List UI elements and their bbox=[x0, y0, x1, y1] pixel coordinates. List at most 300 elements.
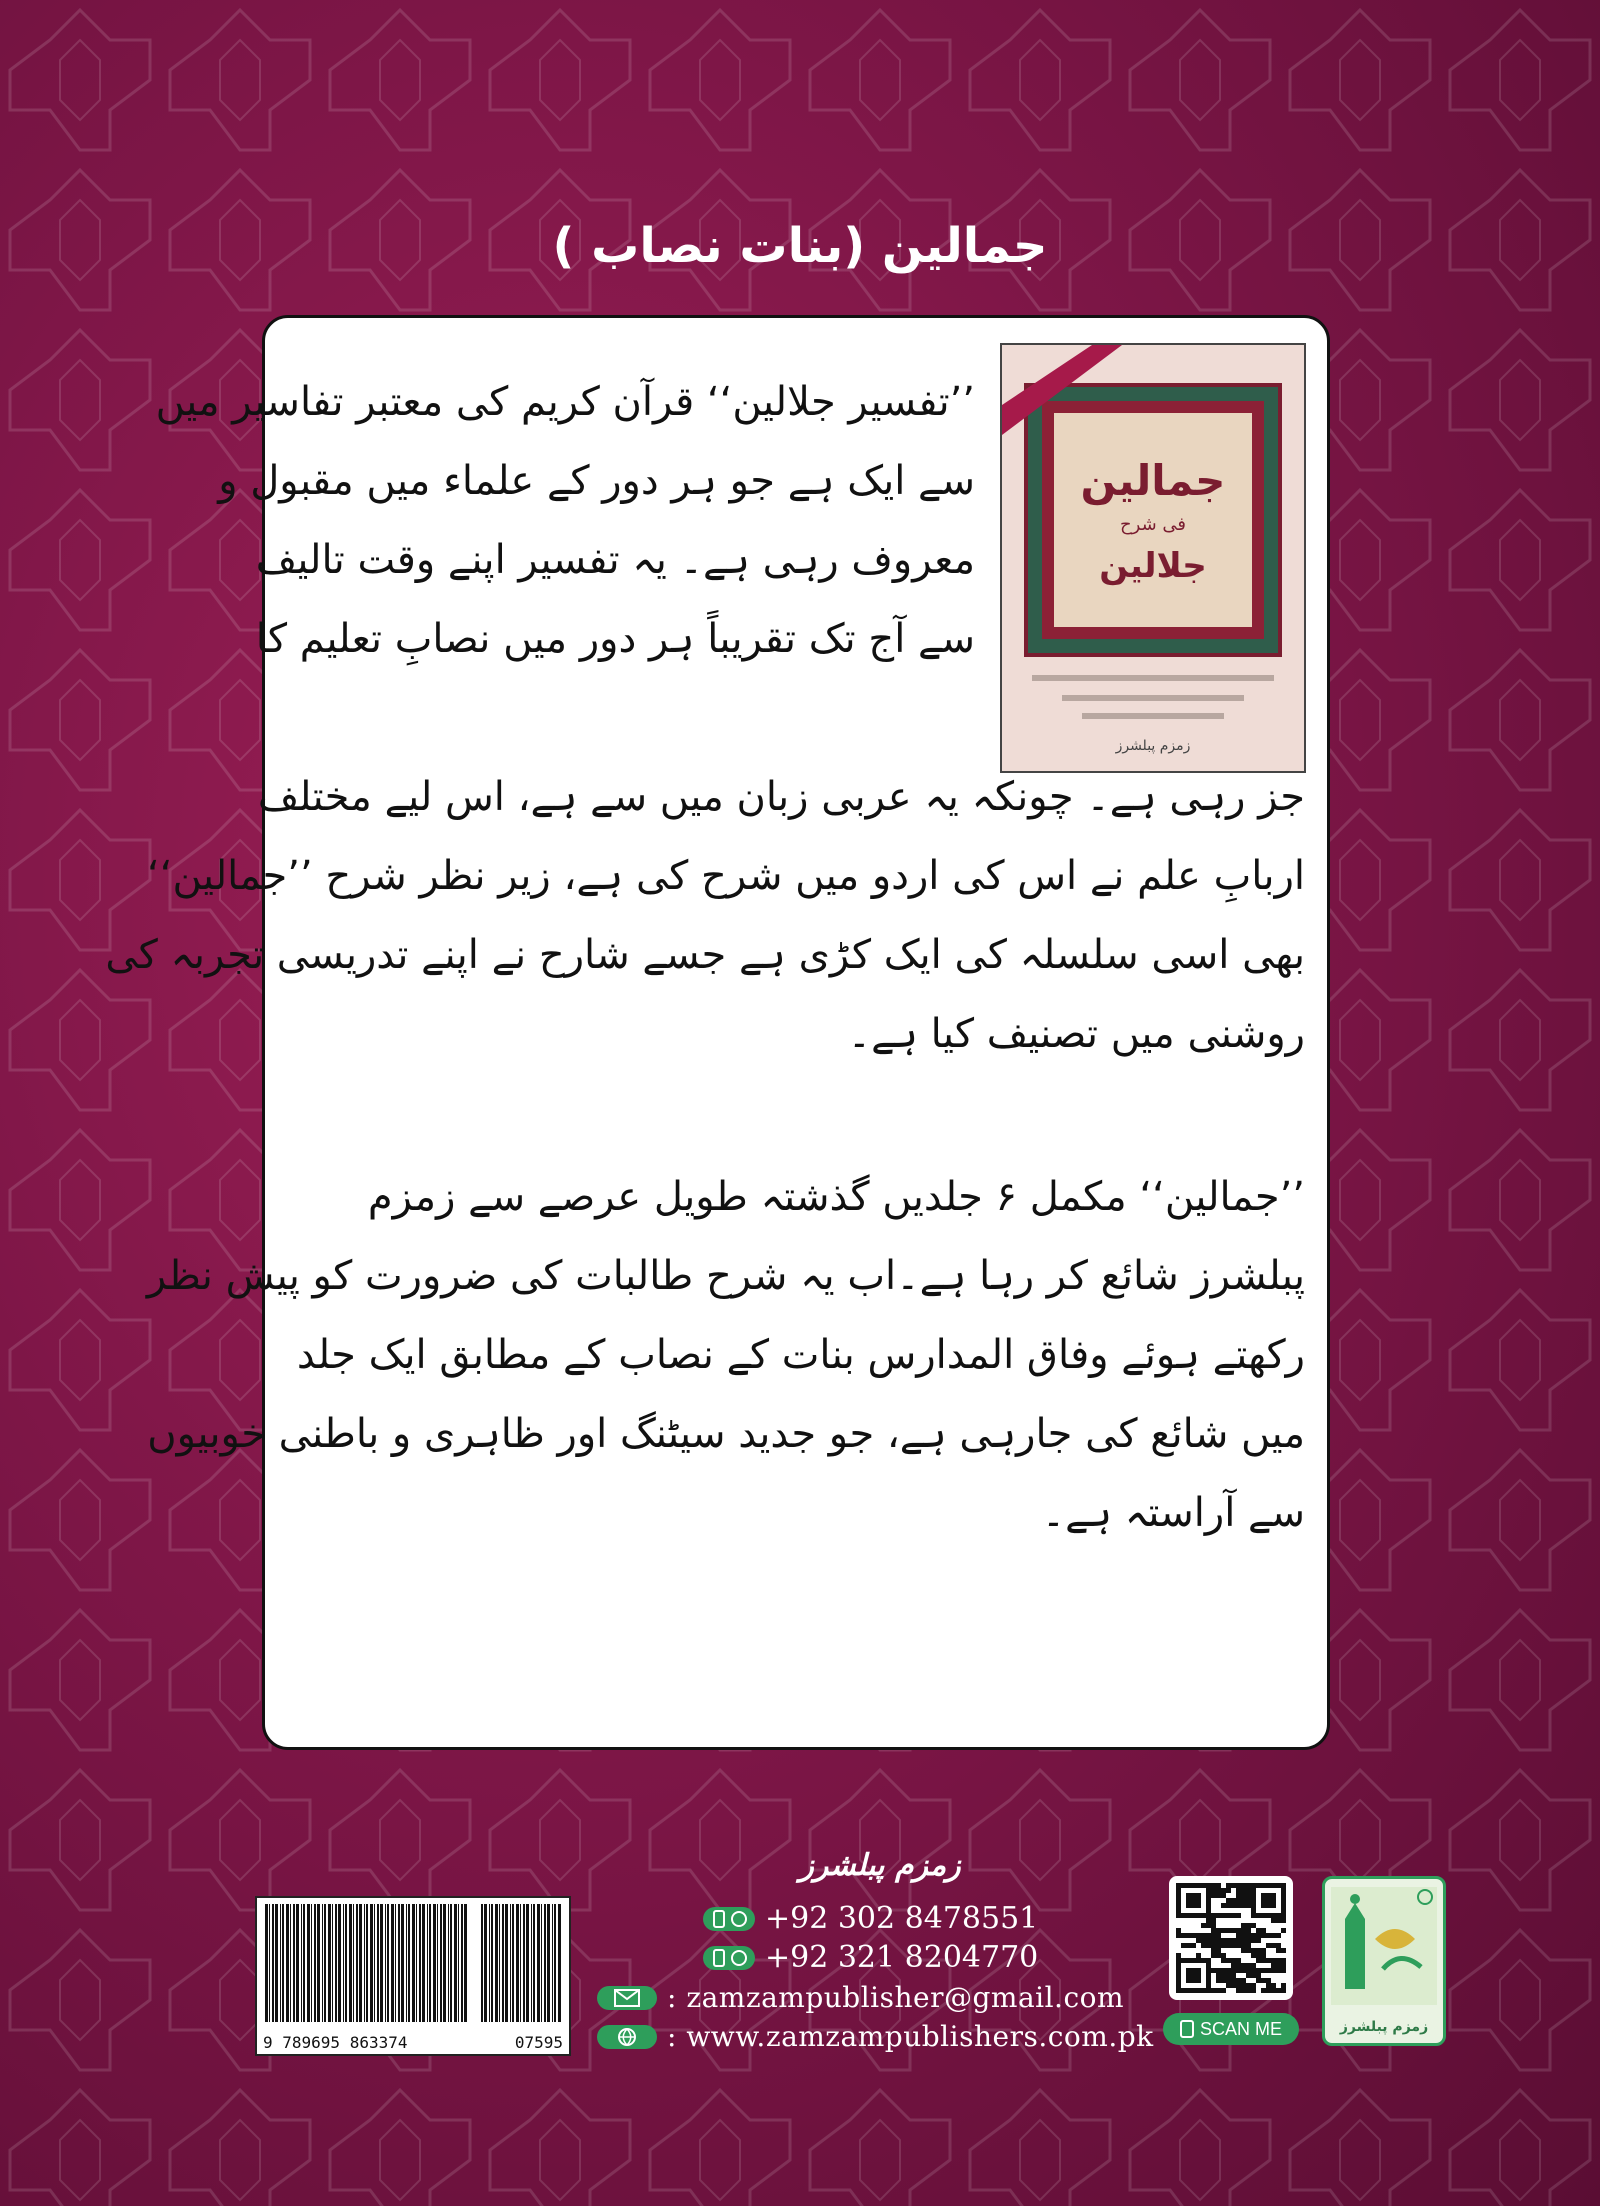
qr-module bbox=[1241, 1898, 1246, 1903]
qr-module bbox=[1176, 1893, 1181, 1898]
qr-module bbox=[1276, 1948, 1281, 1953]
qr-module bbox=[1281, 1958, 1286, 1963]
whatsapp-icon bbox=[730, 1949, 748, 1967]
barcode-bar bbox=[343, 1904, 344, 2022]
barcode-bar bbox=[332, 1904, 333, 2022]
barcode-number-right: 07595 bbox=[514, 2033, 563, 2052]
qr-module bbox=[1201, 1913, 1206, 1918]
barcode-bar bbox=[510, 1904, 511, 2022]
contact-phone-1[interactable] bbox=[703, 1901, 1038, 1936]
barcode-bar bbox=[265, 1904, 268, 2022]
globe-icon bbox=[597, 2025, 657, 2049]
qr-module bbox=[1196, 1913, 1201, 1918]
qr-module bbox=[1231, 1898, 1236, 1903]
qr-module bbox=[1231, 1938, 1236, 1943]
qr-module bbox=[1206, 1938, 1211, 1943]
qr-module bbox=[1186, 1973, 1191, 1978]
text-line: بھی اسی سلسلہ کی ایک کڑی ہے جسے شارح نے اپنے تدریسی تجربہ کی bbox=[105, 932, 1305, 978]
qr-module bbox=[1276, 1988, 1281, 1993]
qr-module bbox=[1261, 1928, 1266, 1933]
qr-module bbox=[1276, 1913, 1281, 1918]
email-address: : zamzampublisher@gmail.com bbox=[667, 1981, 1125, 2014]
qr-module bbox=[1261, 1893, 1266, 1898]
qr-module bbox=[1186, 1958, 1191, 1963]
qr-module bbox=[1206, 1888, 1211, 1893]
qr-module bbox=[1226, 1968, 1231, 1973]
barcode-bar bbox=[406, 1904, 407, 2022]
barcode-bar bbox=[275, 1904, 278, 2022]
barcode-bar bbox=[422, 1904, 425, 2022]
barcode-bar bbox=[293, 1904, 295, 2022]
barcode-bar bbox=[328, 1904, 331, 2022]
qr-module bbox=[1271, 1918, 1276, 1923]
qr-module bbox=[1191, 1913, 1196, 1918]
phone-number-2: +92 321 8204770 bbox=[765, 1940, 1039, 1975]
qr-module bbox=[1196, 1898, 1201, 1903]
qr-module bbox=[1236, 1983, 1241, 1988]
qr-module bbox=[1266, 1893, 1271, 1898]
qr-module bbox=[1236, 1933, 1241, 1938]
qr-module bbox=[1271, 1913, 1276, 1918]
qr-module bbox=[1281, 1948, 1286, 1953]
qr-module bbox=[1276, 1943, 1281, 1948]
qr-module bbox=[1191, 1933, 1196, 1938]
qr-module bbox=[1261, 1978, 1266, 1983]
barcode-bar bbox=[491, 1904, 493, 2022]
qr-module bbox=[1206, 1958, 1211, 1963]
phone-icon bbox=[710, 1910, 728, 1928]
qr-module bbox=[1266, 1988, 1271, 1993]
barcode-bar bbox=[280, 1904, 281, 2022]
qr-module bbox=[1196, 1988, 1201, 1993]
qr-module bbox=[1236, 1968, 1241, 1973]
qr-module bbox=[1211, 1918, 1216, 1923]
barcode-bar bbox=[301, 1904, 302, 2022]
qr-module bbox=[1181, 1883, 1186, 1888]
barcode-bar bbox=[481, 1904, 483, 2022]
qr-module bbox=[1201, 1943, 1206, 1948]
barcode-bar bbox=[349, 1904, 352, 2022]
barcode-bar bbox=[387, 1904, 389, 2022]
qr-module bbox=[1216, 1943, 1221, 1948]
qr-module bbox=[1181, 1958, 1186, 1963]
isbn-barcode bbox=[255, 1896, 571, 2056]
qr-module bbox=[1221, 1988, 1226, 1993]
qr-module bbox=[1211, 1988, 1216, 1993]
qr-module bbox=[1211, 1938, 1216, 1943]
qr-module bbox=[1196, 1938, 1201, 1943]
barcode-bar bbox=[401, 1904, 404, 2022]
qr-module bbox=[1186, 1893, 1191, 1898]
qr-module bbox=[1256, 1958, 1261, 1963]
qr-module bbox=[1266, 1913, 1271, 1918]
phone-whatsapp-icon bbox=[703, 1946, 755, 1970]
qr-module bbox=[1181, 1933, 1186, 1938]
qr-module bbox=[1231, 1958, 1236, 1963]
qr-module bbox=[1256, 1938, 1261, 1943]
qr-module bbox=[1271, 1893, 1276, 1898]
qr-module bbox=[1231, 1983, 1236, 1988]
qr-module bbox=[1231, 1978, 1236, 1983]
qr-module bbox=[1266, 1978, 1271, 1983]
barcode-bar bbox=[505, 1904, 508, 2022]
qr-module bbox=[1261, 1953, 1266, 1958]
barcode-bar bbox=[286, 1904, 289, 2022]
qr-module bbox=[1271, 1883, 1276, 1888]
qr-module bbox=[1256, 1933, 1261, 1938]
qr-module bbox=[1236, 1898, 1241, 1903]
qr-module bbox=[1221, 1973, 1226, 1978]
qr-module bbox=[1196, 1953, 1201, 1958]
text-line: معروف رہی ہے۔ یہ تفسیر اپنے وقت تالیف bbox=[255, 537, 975, 583]
qr-module bbox=[1246, 1968, 1251, 1973]
barcode-bar bbox=[307, 1904, 310, 2022]
qr-module bbox=[1251, 1883, 1256, 1888]
qr-module bbox=[1261, 1968, 1266, 1973]
phone-number-1: +92 302 8478551 bbox=[765, 1901, 1039, 1936]
qr-module bbox=[1271, 1898, 1276, 1903]
qr-module bbox=[1281, 1893, 1286, 1898]
qr-module bbox=[1206, 1943, 1211, 1948]
book-title-sub: فی شرح bbox=[1120, 514, 1186, 535]
qr-module bbox=[1206, 1978, 1211, 1983]
qr-module bbox=[1281, 1898, 1286, 1903]
qr-module bbox=[1271, 1968, 1276, 1973]
text-line: روشنی میں تصنیف کیا ہے۔ bbox=[847, 1011, 1305, 1057]
qr-module bbox=[1216, 1928, 1221, 1933]
qr-module bbox=[1206, 1963, 1211, 1968]
qr-module bbox=[1211, 1968, 1216, 1973]
barcode-bar bbox=[464, 1904, 467, 2022]
qr-module bbox=[1261, 1958, 1266, 1963]
barcode-bar bbox=[512, 1904, 514, 2022]
barcode-bar bbox=[547, 1904, 550, 2022]
qr-module bbox=[1191, 1978, 1196, 1983]
qr-module bbox=[1276, 1968, 1281, 1973]
website-url: : www.zamzampublishers.com.pk bbox=[667, 2020, 1154, 2053]
qr-module bbox=[1241, 1883, 1246, 1888]
qr-module bbox=[1216, 1948, 1221, 1953]
qr-module bbox=[1251, 1888, 1256, 1893]
qr-module bbox=[1206, 1988, 1211, 1993]
qr-module bbox=[1226, 1938, 1231, 1943]
qr-module bbox=[1251, 1893, 1256, 1898]
publisher-name: زمزم پبلشرز bbox=[799, 1848, 961, 1883]
qr-module bbox=[1176, 1898, 1181, 1903]
qr-module bbox=[1246, 1893, 1251, 1898]
barcode-bar bbox=[433, 1904, 436, 2022]
qr-module bbox=[1226, 1903, 1231, 1908]
book-title-bottom: جلالین bbox=[1099, 546, 1207, 586]
barcode-bar bbox=[541, 1904, 542, 2022]
email-icon bbox=[597, 1986, 657, 2010]
barcode-bar bbox=[458, 1904, 459, 2022]
qr-module bbox=[1211, 1953, 1216, 1958]
barcode-bar bbox=[554, 1904, 556, 2022]
qr-module bbox=[1246, 1883, 1251, 1888]
barcode-bar bbox=[499, 1904, 500, 2022]
barcode-bar bbox=[437, 1904, 438, 2022]
qr-module bbox=[1246, 1903, 1251, 1908]
qr-module bbox=[1176, 1983, 1181, 1988]
qr-module bbox=[1206, 1913, 1211, 1918]
qr-module bbox=[1196, 1893, 1201, 1898]
qr-module bbox=[1201, 1883, 1206, 1888]
whatsapp-icon bbox=[730, 1910, 748, 1928]
qr-module bbox=[1186, 1978, 1191, 1983]
qr-module bbox=[1211, 1943, 1216, 1948]
qr-module bbox=[1176, 1978, 1181, 1983]
qr-module bbox=[1241, 1903, 1246, 1908]
qr-module bbox=[1246, 1988, 1251, 1993]
qr-module bbox=[1211, 1948, 1216, 1953]
qr-module bbox=[1266, 1958, 1271, 1963]
contact-phone-2[interactable] bbox=[703, 1940, 1038, 1975]
qr-module bbox=[1271, 1933, 1276, 1938]
qr-module bbox=[1186, 1943, 1191, 1948]
scan-me-label: SCAN ME bbox=[1199, 2018, 1282, 2039]
qr-module bbox=[1216, 1953, 1221, 1958]
qr-module bbox=[1251, 1973, 1256, 1978]
qr-module bbox=[1281, 1903, 1286, 1908]
qr-module bbox=[1241, 1943, 1246, 1948]
qr-module bbox=[1226, 1973, 1231, 1978]
qr-module bbox=[1216, 1888, 1221, 1893]
barcode-bar bbox=[450, 1904, 452, 2022]
qr-module bbox=[1221, 1938, 1226, 1943]
qr-module bbox=[1226, 1978, 1231, 1983]
qr-module bbox=[1176, 1933, 1181, 1938]
barcode-bar bbox=[544, 1904, 546, 2022]
qr-module bbox=[1176, 1953, 1181, 1958]
qr-module bbox=[1206, 1918, 1211, 1923]
qr-module bbox=[1241, 1893, 1246, 1898]
qr-module bbox=[1226, 1888, 1231, 1893]
qr-module bbox=[1221, 1928, 1226, 1933]
qr-module bbox=[1211, 1913, 1216, 1918]
qr-module bbox=[1196, 1883, 1201, 1888]
description-paragraph-3 bbox=[146, 1158, 1305, 1553]
qr-module bbox=[1281, 1888, 1286, 1893]
barcode-bar bbox=[311, 1904, 312, 2022]
barcode-bar bbox=[395, 1904, 396, 2022]
qr-module bbox=[1206, 1968, 1211, 1973]
qr-module bbox=[1281, 1908, 1286, 1913]
qr-module bbox=[1226, 1983, 1231, 1988]
qr-module bbox=[1231, 1903, 1236, 1908]
barcode-bar bbox=[335, 1904, 337, 2022]
qr-module bbox=[1271, 1903, 1276, 1908]
qr-code-icon[interactable] bbox=[1169, 1876, 1293, 2000]
book-cover-image bbox=[1000, 343, 1306, 773]
barcode-bar bbox=[448, 1904, 449, 2022]
qr-module bbox=[1246, 1943, 1251, 1948]
qr-module bbox=[1241, 1978, 1246, 1983]
qr-module bbox=[1216, 1988, 1221, 1993]
qr-module bbox=[1196, 1958, 1201, 1963]
phone-whatsapp-icon bbox=[703, 1907, 755, 1931]
qr-module bbox=[1261, 1913, 1266, 1918]
text-line: میں شائع کی جارہی ہے، جو جدید سیٹنگ اور ظاہری و باطنی خوبیوں bbox=[147, 1411, 1305, 1457]
qr-module bbox=[1251, 1908, 1256, 1913]
barcode-bar bbox=[416, 1904, 417, 2022]
qr-module bbox=[1261, 1933, 1266, 1938]
qr-module bbox=[1211, 1893, 1216, 1898]
barcode-bar bbox=[484, 1904, 487, 2022]
qr-module bbox=[1271, 1983, 1276, 1988]
qr-module bbox=[1231, 1928, 1236, 1933]
qr-module bbox=[1231, 1943, 1236, 1948]
text-line: اربابِ علم نے اس کی اردو میں شرح کی ہے، زیر نظر شرح ’’جمالین‘‘ bbox=[147, 853, 1305, 899]
qr-module bbox=[1186, 1968, 1191, 1973]
mobile-icon bbox=[1180, 2020, 1194, 2038]
barcode-bar bbox=[356, 1904, 358, 2022]
barcode-bar bbox=[353, 1904, 354, 2022]
description-panel bbox=[105, 315, 1330, 1750]
qr-module bbox=[1191, 1898, 1196, 1903]
book-title-main: جمالین bbox=[1080, 456, 1226, 505]
qr-module bbox=[1191, 1973, 1196, 1978]
qr-module bbox=[1201, 1938, 1206, 1943]
qr-module bbox=[1251, 1913, 1256, 1918]
qr-module bbox=[1261, 1883, 1266, 1888]
description-paragraph-2 bbox=[105, 758, 1305, 1074]
qr-module bbox=[1241, 1983, 1246, 1988]
qr-module bbox=[1246, 1983, 1251, 1988]
qr-module bbox=[1206, 1883, 1211, 1888]
qr-module bbox=[1261, 1948, 1266, 1953]
qr-module bbox=[1251, 1963, 1256, 1968]
qr-module bbox=[1276, 1933, 1281, 1938]
qr-module bbox=[1181, 1913, 1186, 1918]
qr-module bbox=[1271, 1988, 1276, 1993]
qr-module bbox=[1191, 1958, 1196, 1963]
qr-module bbox=[1186, 1988, 1191, 1993]
qr-module bbox=[1271, 1963, 1276, 1968]
barcode-bar bbox=[282, 1904, 284, 2022]
qr-module bbox=[1236, 1988, 1241, 1993]
barcode-bar bbox=[324, 1904, 326, 2022]
barcode-bar bbox=[419, 1904, 421, 2022]
qr-module bbox=[1191, 1883, 1196, 1888]
barcode-bar bbox=[338, 1904, 341, 2022]
contact-email[interactable] bbox=[597, 1981, 1124, 2014]
qr-module bbox=[1266, 1968, 1271, 1973]
description-paragraph-1 bbox=[155, 363, 975, 679]
barcode-bar bbox=[526, 1904, 529, 2022]
qr-module bbox=[1276, 1918, 1281, 1923]
barcode-bar bbox=[523, 1904, 525, 2022]
barcode-bar bbox=[440, 1904, 442, 2022]
qr-module bbox=[1201, 1958, 1206, 1963]
qr-module bbox=[1256, 1973, 1261, 1978]
barcode-bar bbox=[296, 1904, 299, 2022]
qr-module bbox=[1176, 1928, 1181, 1933]
qr-module bbox=[1211, 1888, 1216, 1893]
qr-module bbox=[1236, 1913, 1241, 1918]
qr-module bbox=[1191, 1943, 1196, 1948]
qr-module bbox=[1261, 1988, 1266, 1993]
qr-module bbox=[1251, 1923, 1256, 1928]
qr-module bbox=[1201, 1923, 1206, 1928]
barcode-bar bbox=[520, 1904, 521, 2022]
barcode-bar bbox=[429, 1904, 431, 2022]
qr-module bbox=[1231, 1968, 1236, 1973]
barcode-bar bbox=[495, 1904, 498, 2022]
barcode-bar bbox=[537, 1904, 540, 2022]
qr-module bbox=[1236, 1978, 1241, 1983]
qr-module bbox=[1256, 1953, 1261, 1958]
qr-module bbox=[1236, 1963, 1241, 1968]
contact-website[interactable] bbox=[597, 2020, 1154, 2053]
text-line: رکھتے ہوئے وفاق المدارس بنات کے نصاب کے مطابق ایک جلد bbox=[296, 1332, 1305, 1378]
scan-me-button[interactable] bbox=[1163, 2013, 1299, 2045]
qr-module bbox=[1176, 1883, 1181, 1888]
qr-module bbox=[1176, 1913, 1181, 1918]
logo-caption: زمزم پبلشرز bbox=[1339, 2019, 1429, 2035]
qr-module bbox=[1186, 1933, 1191, 1938]
qr-module bbox=[1281, 1963, 1286, 1968]
barcode-bar bbox=[314, 1904, 316, 2022]
qr-module bbox=[1176, 1888, 1181, 1893]
barcode-bar bbox=[533, 1904, 535, 2022]
qr-module bbox=[1211, 1928, 1216, 1933]
qr-module bbox=[1186, 1898, 1191, 1903]
qr-module bbox=[1206, 1908, 1211, 1913]
qr-module bbox=[1246, 1928, 1251, 1933]
qr-module bbox=[1231, 1973, 1236, 1978]
qr-module bbox=[1221, 1958, 1226, 1963]
qr-module bbox=[1246, 1933, 1251, 1938]
qr-module bbox=[1221, 1953, 1226, 1958]
qr-module bbox=[1226, 1883, 1231, 1888]
qr-module bbox=[1236, 1958, 1241, 1963]
barcode-bar bbox=[374, 1904, 375, 2022]
qr-module bbox=[1216, 1893, 1221, 1898]
barcode-bar bbox=[443, 1904, 446, 2022]
qr-module bbox=[1256, 1928, 1261, 1933]
barcode-bar bbox=[370, 1904, 373, 2022]
barcode-bar bbox=[380, 1904, 383, 2022]
qr-module bbox=[1266, 1883, 1271, 1888]
text-line: پبلشرز شائع کر رہا ہے۔اب یہ شرح طالبات کی ضرورت کو پیش نظر bbox=[146, 1253, 1305, 1299]
barcode-bar bbox=[366, 1904, 368, 2022]
barcode-bar bbox=[398, 1904, 400, 2022]
qr-module bbox=[1206, 1933, 1211, 1938]
qr-module bbox=[1176, 1903, 1181, 1908]
qr-module bbox=[1226, 1943, 1231, 1948]
qr-module bbox=[1241, 1888, 1246, 1893]
barcode-bar bbox=[558, 1904, 561, 2022]
qr-module bbox=[1176, 1973, 1181, 1978]
barcode-bar bbox=[454, 1904, 457, 2022]
qr-module bbox=[1191, 1988, 1196, 1993]
text-line: ’’تفسیر جلالین‘‘ قرآن کریم کی معتبر تفاسیر میں bbox=[155, 379, 975, 425]
qr-module bbox=[1221, 1893, 1226, 1898]
qr-module bbox=[1221, 1903, 1226, 1908]
barcode-bar bbox=[345, 1904, 347, 2022]
qr-module bbox=[1246, 1888, 1251, 1893]
book-publisher-mark: زمزم پبلشرز bbox=[1115, 738, 1191, 754]
qr-module bbox=[1186, 1903, 1191, 1908]
qr-module bbox=[1231, 1913, 1236, 1918]
qr-module bbox=[1236, 1943, 1241, 1948]
qr-module bbox=[1236, 1903, 1241, 1908]
qr-module bbox=[1271, 1943, 1276, 1948]
qr-module bbox=[1196, 1968, 1201, 1973]
qr-module bbox=[1236, 1883, 1241, 1888]
qr-module bbox=[1241, 1938, 1246, 1943]
